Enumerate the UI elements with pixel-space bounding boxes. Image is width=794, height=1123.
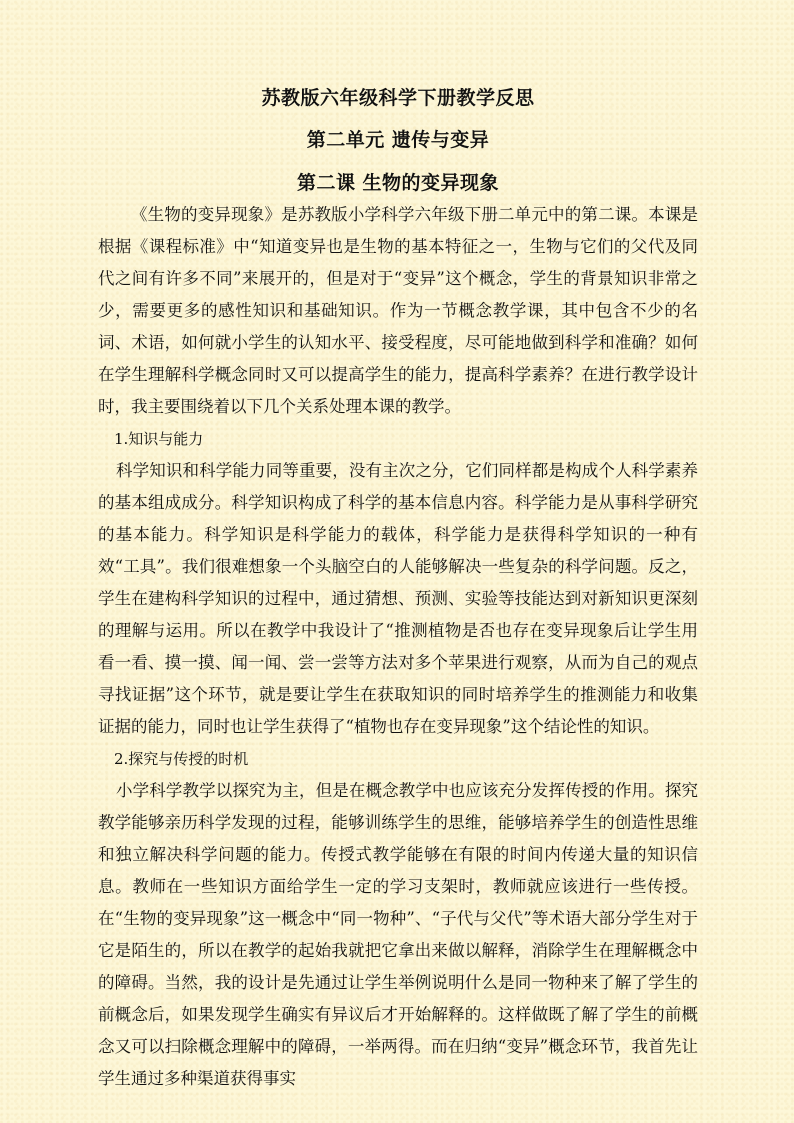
section1-paragraph: 科学知识和科学能力同等重要，没有主次之分，它们同样都是构成个人科学素养的基本组成成分。科学知识构成了科学的基本信息内容。科学能力是从事科学研究的基本能力。科学知识是科学能力的载体，科学能力是获得科学知识的一种有效“工具”。我们很难想象一个头脑空白的人能够解决一些复杂的科学问题。反之，学生在建构科学知识的过程中，通过猜想、预测、实验等技能达到对新知识更深刻的理解与运用。所以在教学中我设计了“推测植物是否也存在变异现象后让学生用看一看、摸一摸、闻一闻、尝一尝等方法对多个苹果进行观察，从而为自己的观点寻找证据”这个环节，就是要让学生在获取知识的同时培养学生的推测能力和收集证据的能力，同时也让学生获得了“植物也存在变异现象”这个结论性的知识。 xyxy=(98,461,698,736)
document-page xyxy=(98,80,698,1095)
lesson-title: 第二课 生物的变异现象 xyxy=(296,172,500,194)
section2-paragraph: 小学科学教学以探究为主，但是在概念教学中也应该充分发挥传授的作用。探究教学能够亲历科学发现的过程，能够训练学生的思维，能够培养学生的创造性思维和独立解决科学问题的能力。传授式教学能够在有限的时间内传递大量的知识信息。教师在一些知识方面给学生一定的学习支架时，教师就应该进行一些传授。在“生物的变异现象”这一概念中“同一物种”、“子代与父代”等术语大部分学生对于它是陌生的，所以在教学的起始我就把它拿出来做以解释，消除学生在理解概念中的障碍。当然，我的设计是先通过让学生举例说明什么是同一物种来了解了学生的前概念后，如果发现学生确实有异议后才开始解释的。这样做既了解了学生的前概念又可以扫除概念理解中的障碍，一举两得。而在归纳“变异”概念环节，我首先让学生通过多种渠道获得事实 xyxy=(98,781,698,1088)
section2-heading: 2.探究与传授的时机 xyxy=(114,750,249,768)
section1-heading: 1.知识与能力 xyxy=(114,430,204,448)
intro-paragraph: 《生物的变异现象》是苏教版小学科学六年级下册二单元中的第二课。本课是根据《课程标准》中“知道变异也是生物的基本特征之一，生物与它们的父代及同代之间有许多不同”来展开的，但是对于“变异”这个概念，学生的背景知识非常之少，需要更多的感性知识和基础知识。作为一节概念教学课，其中包含不少的名词、术语，如何就小学生的认知水平、接受程度，尽可能地做到科学和准确？如何在学生理解科学概念同时又可以提高学生的能力，提高科学素养？在进行教学设计时，我主要围绕着以下几个关系处理本课的教学。 xyxy=(98,205,698,416)
unit-title: 第二单元 遗传与变异 xyxy=(306,129,490,151)
document-title: 苏教版六年级科学下册教学反思 xyxy=(261,87,535,109)
